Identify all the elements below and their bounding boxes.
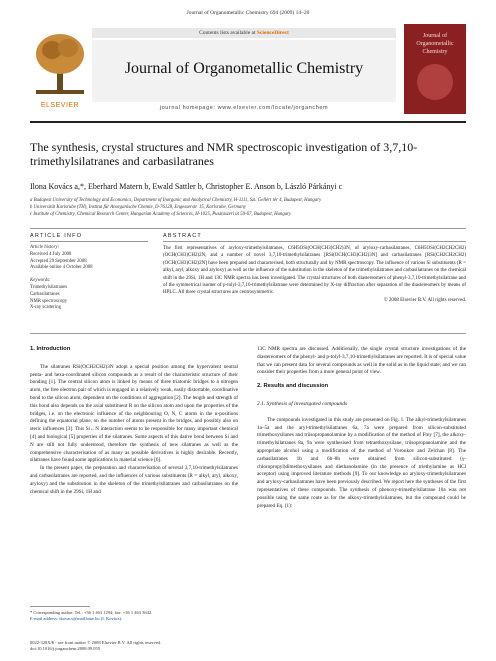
history-received: Received 4 July 2008: [30, 251, 72, 257]
keyword: X-ray scattering: [30, 305, 62, 311]
publisher-logo-text: ELSEVIER: [40, 102, 80, 109]
affiliation-a: a Budapest University of Technology and Economics, Department of Inorganic and Analytical Chemistry, H-1111, Szt. Gellért tér 4, Budapest, Hungary: [30, 198, 322, 203]
section-heading-introduction: 1. Introduction: [30, 346, 71, 352]
journal-cover: [404, 24, 466, 114]
sciencedirect-link[interactable]: ScienceDirect: [256, 30, 289, 36]
cover-graphic-icon: [417, 64, 453, 100]
right-column: [257, 346, 466, 510]
paragraph: 13C NMR spectra are discussed. Additionally, the single crystal structure investigations of the diastereomers of the phenyl- and p-tolyl-3,7,10-trimethylsilatranes are reported. It is of special value that we can present data for several compounds as well in the solid as in the liquid state; and we can consider their properties from a more general point of view.: [257, 346, 466, 376]
issn-line: 0022-328X/$ - see front matter © 2008 Elsevier B.V. All rights reserved.: [30, 640, 162, 645]
contents-prefix: Contents lists available at: [199, 30, 257, 36]
paragraph: The compounds investigated in this study are presented on Fig. 1. The alkyl-trimethylsilatranes 1a–5a and the aryl-trimethylsilatranes 6a, 7a were prepared from silicon-substituted trimethoxysilanes and triisopropanolamine by a modification of the method of Frey [7], the alkoxy-trimethylsilatranes 8a, 9a were synthesised from tetraethoxysilane, triisopropanolamine and the appropriate alcohol using a modification of the method of Voronkov and Zelchan [8]. The carbasilatranes 1b and 6b–8b were obtained from silicon-substituted (γ-chloropropyl)dimethoxysilanes and diethanolamine (in the presence of triethylamine as HCl acceptor) using improved literature methods [9]. To our knowledge no aryloxy-trimethylsilatranes and aryloxy-carbasilatranes have been previously described. We report here the syntheses of the first representatives of these compounds. The synthesis of phenoxy-trimethylsilatrane 10a was not possible using the same route as for the alkoxy-trimethylsilatranes, but the compound could be prepared Eq. (1):: [257, 416, 466, 509]
author-list: Ilona Kovács a,*, Eberhard Matern b, Ewald Sattler b, Christopher E. Anson b, László Párkányi c: [30, 182, 343, 191]
abstract-subdivider: [163, 241, 466, 242]
article-info: [30, 245, 148, 312]
paragraph: In the present paper, the preparation and characterisation of several 3,7,10-trimethylsilatranes and carbasilatranes are reported, and the influences of various substituents (R = alkyl, aryl, alkoxy, aryloxy) and the substitution in the skeleton of the trimethylsilatranes and carbasilatranes on the chemical shift in the 29Si, 1H and: [30, 465, 238, 495]
doi-line[interactable]: doi:10.1016/j.jorganchem.2008.09.055: [30, 646, 101, 651]
history-label: Article history:: [30, 245, 60, 250]
history-accepted: Accepted 29 September 2008: [30, 258, 87, 264]
tree-icon: [30, 28, 90, 96]
article-info-heading: ARTICLE INFO: [30, 233, 83, 239]
journal-title: Journal of Organometallic Chemistry: [124, 60, 364, 77]
header-divider: [30, 121, 466, 123]
copyright: © 2008 Elsevier B.V. All rights reserved.: [383, 297, 466, 303]
left-column: [30, 346, 238, 496]
journal-reference: Journal of Organometallic Chemistry 694 (2009) 14–20: [186, 10, 310, 16]
affiliation-b: b Universität Karlsruhe (TH), Institut für Anorganische Chemie, D-76128, Engesserstr. 15, Karlsruhe, Germany: [30, 205, 246, 210]
footnote-divider: [30, 606, 90, 607]
abstract-text: The first representatives of aryloxy-trimethylsilatranes, C6H5OSi(OCH(CH3)CH2)3N, of aryloxy-carbasilatranes, C6H5OSi(CH2CH2CH2)(OCH(CH3)CH2)2N, and a number of novel 3,7,10-trimethylsilatranes [RSi(OCH(CH3)CH2)3N] and carbasilatranes [RSi(CH2CH2CH2)(OCH(CH3)CH2)2N] have been prepared and characterised, both structurally and by NMR spectroscopy. The influence of various Si substituents (R = alkyl, aryl, alkoxy and aryloxy) as well as the influence of the substitution in the skeleton of the trimethylsilatranes and carbasilatranes on the chemical shift in the 29Si, 1H and 13C NMR spectra has been investigated. The crystal structures of both diastereomers of phenyl-3,7,10-trimethylsilatrane and of the symmetrical isomer of p-tolyl-3,7,10-trimethylsilatrane were determined by X-ray diffraction after separation of the diastereomers by means of HPLC. All three crystal structures are centrosymmetric.: [163, 246, 466, 296]
issn-block: [30, 640, 330, 652]
paragraph: The silatranes RSi(OCH2CH2)3N adopt a special position among the hypervalent neutral penta- and hexa-coordinated silicon compounds as a result of the characteristic structure of their bonding [1]. The central silicon atom is linked by means of three triatomic bridges to a nitrogen atom, the free electron pair of which is engaged in a relatively weak, easily distortable, coordinative bond to the silicon atom, dependent on the conditions of aggregation [2]. The length and strength of this bond also depends on the axial substituent R on the silicon atom and upon the properties of the bridges, i.e. on the electronic influence of the neighbouring O, N, C atoms in the α-positions defining the equatorial plane, on the number of atoms present in the bridges, and possibly also on steric influences [3]. This Si←N interaction seems to be responsible for many important chemical [4] and biological [5] properties of the silatranes. Some aspects of this dative bond between Si and N are still not fully understood, therefore the synthesis of new silatranes as well as the comprehensive characterisation of as many as possible derivatives is highly desirable. Recently, silatranes have found some applications in material science [6].: [30, 363, 238, 464]
contents-bar: [92, 28, 396, 38]
keywords-label: Keywords:: [30, 278, 51, 284]
footnote-corresponding: * Corresponding author. Tel.: +36 1 463 1294; fax: +36 1 463 3642.: [30, 610, 153, 615]
abstract: [163, 245, 466, 304]
info-divider: [30, 228, 466, 229]
journal-homepage[interactable]: journal homepage: www.elsevier.com/locate/jorganchem: [159, 105, 329, 111]
abstract-heading: ABSTRACT: [163, 233, 202, 239]
keyword: Trimethylsilatranes: [30, 284, 68, 290]
info-subdivider: [30, 241, 148, 242]
footnote-email[interactable]: E-mail address: ikovacs@mail.bme.hu (I. Kovács).: [30, 616, 123, 621]
subsection-heading: 2.1. Synthesis of investigated compounds: [257, 400, 348, 407]
body-divider: [30, 333, 466, 334]
affiliation-c: c Institute of Chemistry, Chemical Research Center, Hungarian Academy of Sciences, H-1025, Pusztaszeri út 59-67, Budapest, Hungary: [30, 212, 292, 217]
keyword: Carbasilatranes: [30, 291, 60, 297]
footnote: [30, 610, 238, 622]
article-title: The synthesis, crystal structures and NMR spectroscopic investigation of 3,7,10-trimethylsilatranes and carbasilatranes: [30, 140, 418, 168]
section-heading-results: 2. Results and discussion: [257, 383, 329, 390]
keyword: NMR spectroscopy: [30, 298, 68, 304]
history-online: Available online 4 October 2008: [30, 265, 93, 271]
cover-title: Journal of Organometallic Chemistry: [416, 33, 454, 55]
elsevier-logo: [30, 24, 90, 114]
affiliations: [30, 197, 466, 218]
